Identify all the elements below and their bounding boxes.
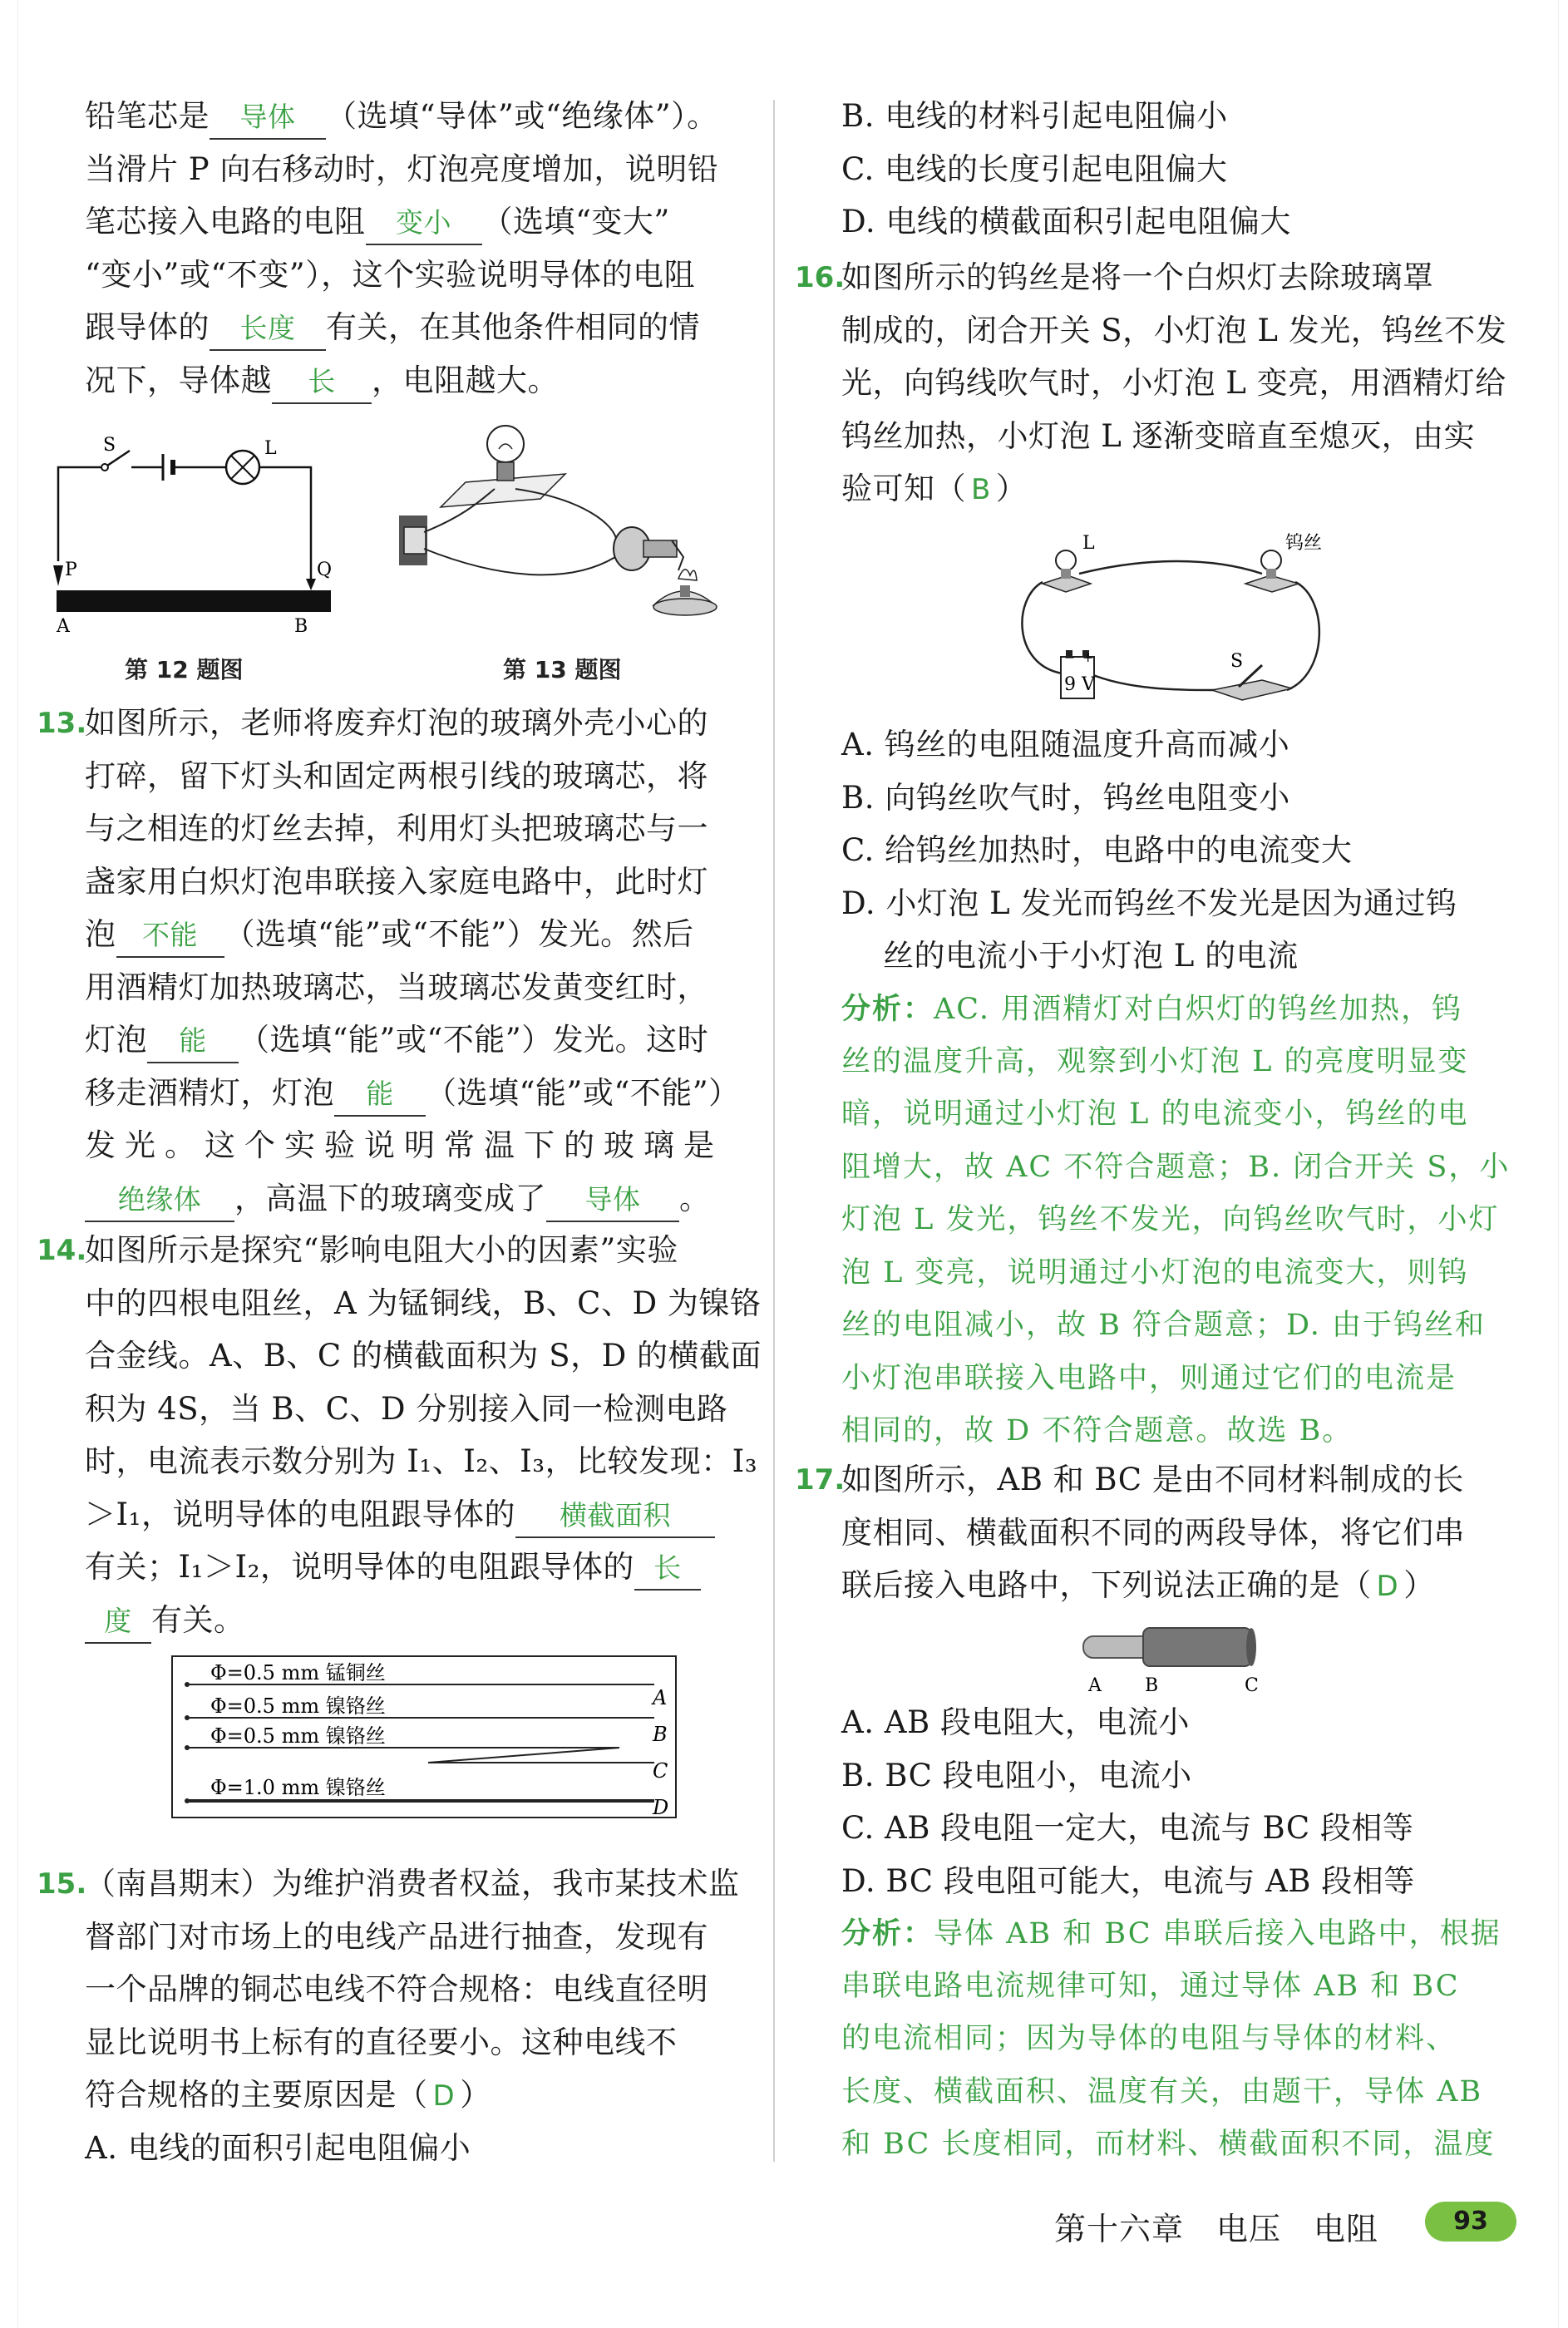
text-line: 光，向钨线吹气时，小灯泡 L 变亮，用酒精灯给 <box>841 365 1506 401</box>
svg-text:钨丝: 钨丝 <box>1285 533 1323 554</box>
analysis-line: 分析：AC. 用酒精灯对白炽灯的钨丝加热，钨 <box>841 992 1463 1026</box>
fig12-caption: 第 12 题图 <box>125 656 244 683</box>
q16-number: 16. <box>795 261 846 294</box>
text-line: 度 有关。 <box>85 1594 750 1647</box>
text-line: 况下，导体越 长 ，电阻越大。 <box>85 354 750 407</box>
text-line: 铅笔芯是 导体 （选填“导体”或“绝缘体”）。 <box>85 90 750 143</box>
text-line: 合金线。A、B、C 的横截面积为 S，D 的横截面 <box>85 1338 762 1374</box>
analysis-line: 丝的温度升高，观察到小灯泡 L 的亮度明显变 <box>841 1044 1469 1078</box>
option-line: 丝的电流小于小灯泡 L 的电流 <box>883 938 1299 974</box>
segment-bc <box>1143 1628 1251 1666</box>
text-line: 当滑片 P 向右移动时，灯泡亮度增加，说明铅 <box>85 150 719 187</box>
analysis-line: 的电流相同；因为导体的电阻与导体的材料、 <box>841 2022 1457 2055</box>
option-line: A. 钨丝的电阻随温度升高而减小 <box>841 727 1290 762</box>
text-line: 中的四根电阻丝，A 为锰铜线，B、C、D 为镍铬 <box>85 1285 762 1321</box>
analysis-line: 灯泡 L 发光，钨丝不发光，向钨丝吹气时，小灯 <box>841 1203 1500 1236</box>
choice-answer: B <box>971 473 991 506</box>
analysis-line: 长度、横截面积、温度有关，由题干，导体 AB <box>841 2074 1483 2109</box>
text-line: （南昌期末）为维护消费者权益，我市某技术监 <box>85 1866 740 1901</box>
text-line: 如图所示，AB 和 BC 是由不同材料制成的长 <box>841 1462 1464 1497</box>
analysis-line: 相同的，故 D 不符合题意。故选 B。 <box>841 1414 1354 1448</box>
fig13-caption: 第 13 题图 <box>503 656 622 683</box>
q16-analysis <box>841 983 1515 1458</box>
svg-text:Φ=1.0 mm 镍铬丝: Φ=1.0 mm 镍铬丝 <box>210 1776 386 1799</box>
q13-number: 13. <box>37 707 87 740</box>
q14-wires-figure <box>170 1655 679 1821</box>
switch-s-icon <box>1212 680 1292 700</box>
text-line: 用酒精灯加热玻璃芯，当玻璃芯发黄变红时， <box>85 969 708 1005</box>
analysis-line: 暗，说明通过小灯泡 L 的电流变小，钨丝的电 <box>841 1097 1469 1131</box>
slider-p-icon <box>53 565 63 586</box>
text-line: 泡 不能 （选填“能”或“不能”）发光。然后 <box>85 908 750 961</box>
text-line: 一个品牌的铜芯电线不符合规格：电线直径明 <box>85 1971 708 2007</box>
answer-blank: 横截面积 <box>515 1495 715 1538</box>
svg-text:L: L <box>264 438 277 459</box>
chapter-title: 第十六章 电压 电阻 <box>1054 2211 1379 2247</box>
option-line: D. 小灯泡 L 发光而钨丝不发光是因为通过钨 <box>841 885 1457 921</box>
choice-answer: D <box>432 2079 456 2113</box>
option-line: C. AB 段电阻一定大，电流与 BC 段相等 <box>841 1810 1414 1846</box>
svg-text:B: B <box>294 616 308 637</box>
fig13-apparatus <box>391 416 732 640</box>
text-line: 打碎，留下灯头和固定两根引线的玻璃芯，将 <box>85 757 708 794</box>
text-line: 发光。这个实验说明常温下的玻璃是 <box>85 1127 723 1163</box>
answer-blank: 不能 <box>116 915 224 958</box>
text-line: 联后接入电路中，下列说法正确的是（ D ） <box>841 1567 1435 1603</box>
answer-blank: 绝缘体 <box>85 1179 234 1222</box>
text-line: ＞I₁，说明导体的电阻跟导体的 横截面积 <box>85 1488 750 1541</box>
text-line: 时，电流表示数分别为 I₁、I₂、I₃，比较发现：I₃ <box>85 1443 758 1479</box>
answer-blank: 长 <box>272 361 372 404</box>
text-line: 如图所示，老师将废弃灯泡的玻璃外壳小心的 <box>85 705 708 741</box>
q17-options <box>841 1696 1515 1907</box>
svg-text:C: C <box>1245 1675 1259 1696</box>
svg-text:A: A <box>57 616 70 637</box>
q16-options <box>841 718 1515 983</box>
svg-text:D: D <box>653 1796 669 1819</box>
tungsten-icon <box>1261 550 1281 570</box>
option-line: C. 电线的长度引起电阻偏大 <box>841 150 1228 187</box>
analysis-line: 小灯泡串联接入电路中，则通过它们的电流是 <box>841 1361 1457 1395</box>
svg-text:B: B <box>653 1723 668 1746</box>
q15 <box>85 1857 750 2174</box>
text-line: 与之相连的灯丝去掉，利用灯头把玻璃芯与一 <box>85 811 708 846</box>
option-line: D. BC 段电阻可能大，电流与 AB 段相等 <box>841 1862 1415 1899</box>
text-line: 笔芯接入电路的电阻 变小 （选填“变大” <box>85 195 750 249</box>
text-line: 督部门对市场上的电线产品进行抽查，发现有 <box>85 1918 708 1955</box>
text-line: 显比说明书上标有的直径要小。这种电线不 <box>85 2024 678 2060</box>
lamp-l-icon <box>1056 550 1076 570</box>
svg-text:S: S <box>103 435 116 456</box>
text-line: “变小”或“不变”），这个实验说明导体的电阻 <box>85 256 696 293</box>
text-line: 移走酒精灯，灯泡 能 （选填“能”或“不能”） <box>85 1067 750 1120</box>
left-column <box>85 90 750 407</box>
text-line: 如图所示是探究“影响电阻大小的因素”实验 <box>85 1232 678 1268</box>
q16-circuit-figure <box>1013 524 1337 715</box>
svg-text:+: + <box>1082 649 1094 665</box>
q13 <box>85 697 750 1225</box>
answer-blank: 导体 <box>210 96 326 140</box>
text-line: 度相同、横截面积不同的两段导体，将它们串 <box>841 1514 1465 1551</box>
q17-conductor-figure <box>1077 1621 1276 1696</box>
q15-number: 15. <box>37 1867 87 1901</box>
text-line: 如图所示的钨丝是将一个白炽灯去除玻璃罩 <box>841 259 1434 295</box>
text-line: 制成的，闭合开关 S，小灯泡 L 发光，钨丝不发 <box>841 312 1507 348</box>
svg-text:S: S <box>1230 651 1244 672</box>
analysis-line: 阻增大，故 AC 不符合题意；B. 闭合开关 S，小 <box>841 1150 1511 1184</box>
option-line: B. 电线的材料引起电阻偏小 <box>841 98 1228 134</box>
answer-blank: 导体 <box>546 1179 679 1222</box>
svg-text:L: L <box>1082 533 1095 554</box>
text-line: 有关；I₁＞I₂，说明导体的电阻跟导体的 长 <box>85 1541 750 1594</box>
column-divider <box>773 100 775 2162</box>
q12-tail <box>85 90 750 407</box>
svg-text:A: A <box>1088 1675 1102 1696</box>
text-line: 跟导体的 长度 有关，在其他条件相同的情 <box>85 301 750 354</box>
analysis-line: 丝的电阻减小，故 B 符合题意；D. 由于钨丝和 <box>841 1309 1487 1342</box>
option-line: C. 给钨丝加热时，电路中的电流变大 <box>841 832 1353 868</box>
option-line: A. AB 段电阻大，电流小 <box>841 1704 1190 1740</box>
option-line: B. 向钨丝吹气时，钨丝电阻变小 <box>841 779 1290 816</box>
answer-blank: 能 <box>334 1073 426 1117</box>
analysis-line: 和 BC 长度相同，而材料、横截面积不同，温度 <box>841 2128 1496 2161</box>
analysis-line: 分析：导体 AB 和 BC 串联后接入电路中，根据 <box>841 1916 1501 1951</box>
choice-answer: D <box>1376 1570 1399 1603</box>
answer-blank: 长度 <box>210 308 326 351</box>
svg-text:Φ=0.5 mm 镍铬丝: Φ=0.5 mm 镍铬丝 <box>210 1694 386 1718</box>
pencil-lead <box>57 590 331 612</box>
svg-text:Φ=0.5 mm 镍铬丝: Φ=0.5 mm 镍铬丝 <box>210 1724 386 1748</box>
q17-number: 17. <box>795 1463 846 1497</box>
text-line: 符合规格的主要原因是（ D ） <box>85 2077 491 2113</box>
option-line: D. 电线的横截面积引起电阻偏大 <box>841 204 1291 239</box>
answer-blank: 能 <box>147 1020 239 1063</box>
answer-blank: 度 <box>85 1600 151 1644</box>
page-number-badge: 93 <box>1425 2202 1516 2242</box>
text-line: 验可知（ B ） <box>841 471 1028 506</box>
svg-text:C: C <box>653 1759 668 1783</box>
text-line: 盏家用白炽灯泡串联接入家庭电路中，此时灯 <box>85 863 708 900</box>
svg-text:−: − <box>1064 649 1076 665</box>
svg-text:P: P <box>65 560 77 580</box>
right-column <box>841 90 1515 249</box>
text-line: 绝缘体 ，高温下的玻璃变成了 导体 。 <box>85 1172 750 1226</box>
wire-c <box>187 1748 654 1763</box>
flame-icon <box>678 570 697 580</box>
svg-text:B: B <box>1145 1675 1159 1696</box>
svg-text:A: A <box>653 1686 668 1709</box>
q17 <box>841 1453 1515 1612</box>
text-line: 钨丝加热，小灯泡 L 逐渐变暗直至熄灭，由实 <box>841 417 1476 454</box>
option-line: A. 电线的面积引起电阻偏小 <box>85 2129 471 2166</box>
text-line: 灯泡 能 （选填“能”或“不能”）发光。这时 <box>85 1014 750 1067</box>
answer-blank: 长 <box>634 1547 701 1591</box>
fig12-circuit <box>47 432 346 640</box>
q14 <box>85 1224 762 1646</box>
option-line: B. BC 段电阻小，电流小 <box>841 1757 1192 1793</box>
analysis-line: 串联电路电流规律可知，通过导体 AB 和 BC <box>841 1969 1460 2003</box>
text-line: 积为 4S，当 B、C、D 分别接入同一检测电路 <box>85 1390 728 1427</box>
answer-blank: 变小 <box>366 202 482 245</box>
svg-text:Q: Q <box>317 560 333 580</box>
q17-analysis <box>841 1907 1515 2172</box>
svg-text:9 V: 9 V <box>1064 674 1095 695</box>
q14-number: 14. <box>37 1234 87 1267</box>
svg-text:Φ=0.5 mm 锰铜丝: Φ=0.5 mm 锰铜丝 <box>210 1661 386 1684</box>
analysis-line: 泡 L 变亮，说明通过小灯泡的电流变大，则钨 <box>841 1255 1469 1290</box>
q16 <box>841 251 1515 515</box>
